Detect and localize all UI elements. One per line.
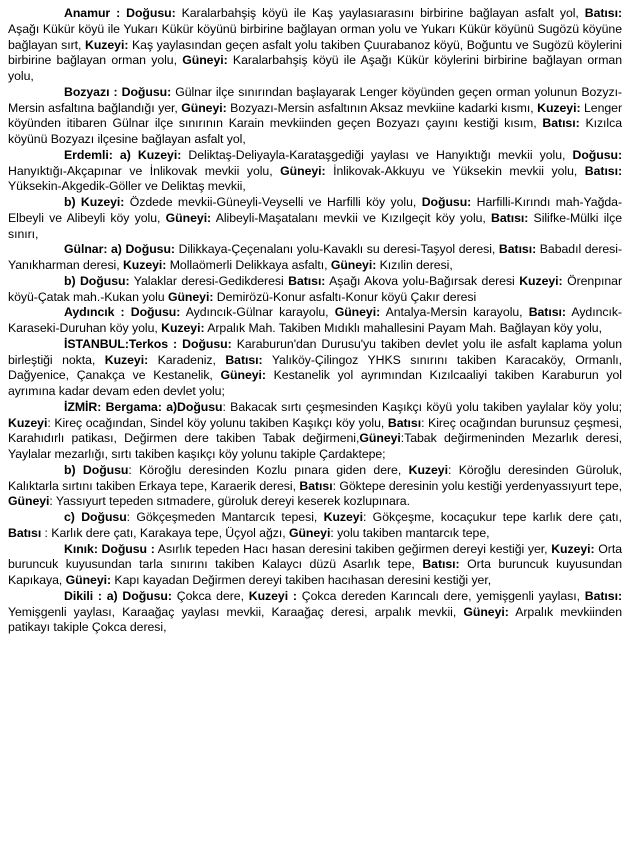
bold-label: Anamur : Doğusu: (64, 6, 176, 20)
bold-label: Batısı: (491, 210, 529, 225)
bold-label: Güneyi (288, 525, 331, 540)
bold-label: Güneyi: (334, 305, 381, 320)
text-run: Orta buruncuk kuyusundan Kapıkaya, (8, 557, 622, 587)
text-run: Antalya-Mersin karayolu, (380, 305, 529, 320)
text-run: : Köroğlu deresinden Kozlu pınara giden dere, (128, 462, 409, 477)
text-run: Aydıncık-Gülnar karayolu, (180, 305, 335, 320)
text-run: Bozyazı-Mersin asfaltının Aksaz mevkiine kadarki kısmı, (226, 100, 538, 115)
bold-label: Güneyi: (167, 289, 214, 304)
bold-label: Kuzeyi: (537, 100, 581, 115)
bold-label: Batısı: (225, 352, 263, 367)
bold-label: Kuzeyi: (551, 541, 595, 556)
text-run: Karalarbahşiş köyü ile Kaş yaylasıarasını birbirine bağlayan asfalt yol, (175, 6, 585, 20)
paragraph-erdemli-a (8, 148, 622, 195)
text-run: Aşağı Kükür köyü ile Yukarı Kükür köyünü birbirine bağlayan orman yolu ve Yukarı Kükür köyünü Sugözü köyüne bağlayan sırt, (8, 21, 622, 52)
text-run: Orta buruncuk kuyusundan tarla sınırını takiben Kalaycı düzü Asarlık tepe, (8, 541, 623, 572)
text-run: Karadeniz, (148, 352, 226, 367)
text-run: : Gökçeşme, kocaçukur tepe karlık dere çatı, (362, 510, 622, 524)
text-run: Babadıl deresi-Yanıkharman deresi, (8, 242, 622, 272)
paragraph-izmir-bergama-a (8, 400, 622, 463)
text-run: Kızılca köyünü Bozyazı ilçesine bağlayan asfalt yol, (8, 116, 622, 146)
bold-label: Batısı: (584, 588, 622, 603)
text-run: Mollaömerli Delikkaya asfaltı, (166, 258, 331, 272)
text-run: : Gökçeşmeden Mantarcık tepesi, (126, 510, 324, 524)
bold-label: Güneyi: (182, 53, 228, 68)
text-run: : Karlık dere çatı, Karakaya tepe, Üçyol ağzı, (41, 525, 289, 540)
bold-label: Aydıncık : Doğusu: (64, 305, 181, 320)
bold-label: Güneyi: (330, 258, 377, 272)
bold-label: Batısı: (584, 163, 623, 178)
text-run: : Göktepe deresinin yolu kestiği yerdenyassıyurt tepe, (332, 478, 623, 493)
bold-label: Batısı: (542, 116, 580, 131)
bold-label: Kuzeyi (8, 415, 48, 430)
text-run: Yemişgenli yaylası, Karaağaç yaylası mevkii, Karaağaç deresi, arpalık mevkii, (8, 604, 464, 619)
text-run: Yalıköy-Çilingoz YHKS sınırını takiben Karacaköy, Ormanlı, Dağyenice, Çanakça ve Kestanelik, (8, 352, 622, 383)
text-run: Demirözü-Konur asfaltı-Konur köyü Çakır deresi (213, 289, 477, 304)
bold-label: b) Doğusu: (64, 273, 130, 288)
paragraph-anamur (8, 6, 622, 85)
bold-label: Kuzeyi (323, 510, 363, 524)
text-run: : Yassıyurt tepeden sıtmadere, güroluk dereyi keserek kozlupınara. (49, 494, 410, 509)
text-run: : Kireç ocağından, Sindel köy yolunu takiben Kaşıkçı köy yolu, (47, 415, 388, 430)
text-run: : Köroğlu deresinden Güroluk, Kalıktarla sırtını takiben Erkaya tepe, Karaerik deresi, (8, 462, 622, 493)
text-run: Karalarbahşiş köyü ile Aşağı Kükür köylerini birbirine bağlayan orman yolu, (8, 53, 622, 83)
bold-label: Doğusu: (572, 147, 622, 162)
bold-label: Kuzeyi (408, 462, 448, 477)
text-run: Yalaklar deresi-Gedikderesi (129, 273, 289, 288)
bold-label: Güneyi (8, 494, 50, 509)
text-run: Asırlık tepeden Hacı hasan deresini takiben geğirmen dereyi kestiği yer, (154, 541, 552, 556)
bold-label: Kuzeyi : (248, 588, 302, 603)
paragraph-dikili-a (8, 589, 622, 636)
bold-label: b) Doğusu (64, 462, 129, 477)
bold-label: Kuzeyi: (122, 258, 167, 272)
paragraph-aydincik (8, 305, 622, 337)
bold-label: Batısı: (422, 557, 460, 572)
text-run: Aydıncık-Karaseki-Duruhan köy yolu, (8, 305, 622, 335)
paragraph-izmir-bergama-c (8, 510, 622, 542)
paragraph-izmir-bergama-b (8, 463, 622, 510)
text-run: Karaburun'dan Durusu'yu takiben devlet yolu ile asfalt kaplama yolun birleştiği nokta, (8, 336, 622, 367)
text-run: Arpalık mevkiinden patikayı takiple Çokca deresi, (8, 604, 622, 635)
text-run: Lenger köyünden itibaren Gülnar ilçe sınırının Karain mevkiinden geçen Bozyazı çayını kestiği kısım, (8, 100, 622, 131)
text-run: : yolu takiben mantarcık tepe, (330, 525, 490, 540)
bold-label: c) Doğusu (64, 510, 127, 524)
bold-label: Batısı: (528, 305, 566, 320)
paragraph-erdemli-b (8, 195, 622, 242)
bold-label: b) Kuzeyi: (64, 195, 125, 209)
text-run: Dilikkaya-Çeçenalanı yolu-Kavaklı su deresi-Taşyol deresi, (174, 242, 499, 257)
bold-label: Batısı (8, 525, 42, 540)
text-run: Kestanelik yol ayrımından Kızılcaaliyi takiben Karaburun yol ayrımına kadar devam eden devlet yolu; (8, 368, 622, 398)
bold-label: Güneyi: (220, 368, 266, 383)
bold-label: Erdemli: a) Kuzeyi: (64, 147, 182, 162)
text-run: Arpalık Mah. Takiben Mıdıklı mahallesini Payam Mah. Bağlayan köy yolu, (204, 321, 602, 335)
bold-label: İSTANBUL:Terkos : Doğusu: (64, 336, 232, 351)
paragraph-istanbul-terkos (8, 337, 622, 400)
text-run: Harfilli-Kırındı mah-Yağda-Elbeyli ve Alibeyli köy yolu, (8, 195, 622, 225)
bold-label: Kuzeyi: (104, 352, 149, 367)
bold-label: Kınık: Doğusu : (64, 541, 155, 556)
text-run: Yüksekin-Akgedik-Göller ve Deliktaş mevkii, (8, 179, 246, 194)
text-run: Hanyıktığı-Akçapınar ve İnlikovak mevkii yolu, (8, 163, 281, 178)
bold-label: Güneyi: (463, 604, 509, 619)
bold-label: Güneyi: (165, 210, 212, 225)
paragraph-gulnar-a (8, 242, 622, 274)
bold-label: Kuzeyi: (519, 273, 563, 288)
text-run: Aşağı Akova yolu-Bağırsak deresi (325, 273, 520, 288)
text-run: : Bakacak sırtı çeşmesinden Kaşıkçı köyü yolu takiben yaylalar köy yolu; (222, 399, 622, 414)
text-run: Silifke-Mülki ilçe sınırı, (8, 210, 622, 241)
text-run: Deliktaş-Deliyayla-Karataşgediği yaylası ve Hanyıktığı mevkii yolu, (181, 147, 573, 162)
bold-label: Batısı: (498, 242, 537, 257)
paragraph-bozyazi (8, 85, 622, 148)
text-run: Kapı kayadan Değirmen dereyi takiben hacıhasan deresini kestiği yer, (111, 573, 492, 587)
bold-label: Batısı: (288, 273, 326, 288)
bold-label: Gülnar: a) Doğusu: (64, 242, 175, 257)
text-run: : Kireç ocağından burunsuz çeşmesi, Karahıdırlı patikası, Değirmen dere takiben Tabak değirmeni, (8, 415, 622, 446)
paragraph-gulnar-b (8, 274, 622, 306)
bold-label: Güneyi: (280, 163, 326, 178)
bold-label: Güneyi (359, 431, 401, 446)
paragraph-kinik (8, 542, 622, 589)
text-run: İnlikovak-Akkuyu ve Yüksekin mevkii yolu, (325, 163, 585, 178)
bold-label: Dikili : a) Doğusu: (64, 588, 172, 603)
bold-label: Güneyi: (181, 100, 227, 115)
text-run: Örenpınar köyü-Çatak mah.-Kukan yolu (8, 273, 622, 304)
text-run: Çokca dereden Karıncalı dere, yemişgenli yaylası, (301, 588, 585, 603)
bold-label: Batısı (387, 415, 422, 430)
bold-label: Batısı (299, 478, 333, 493)
text-run: Özdede mevkii-Güneyli-Veyselli ve Harfilli köy yolu, (124, 195, 422, 209)
bold-label: Kuzeyi: (85, 37, 129, 52)
bold-label: Bozyazı : Doğusu: (64, 84, 172, 99)
bold-label: Batısı: (584, 6, 622, 20)
bold-label: Kuzeyi: (161, 321, 205, 335)
text-run: Kaş yaylasından geçen asfalt yolu takiben Çuurabanoz köyü, Boğuntu ve Sugözü köylerini birbirine bağlayan orman yolu, (8, 37, 622, 68)
bold-label: Doğusu: (421, 195, 472, 209)
text-run: Kızılin deresi, (376, 258, 453, 272)
bold-label: İZMİR: Bergama: a)Doğusu (64, 399, 223, 414)
text-run: :Tabak değirmeninden Mezarlık deresi, Yaylalar mezarlığı, sırtı takiben kaşıkçı köy yolunu takiple Çardaktepe; (8, 431, 622, 461)
text-run: Gülnar ilçe sınırından başlayarak Lenger köyünden geçen orman yolunun Bozyzı-Mersin asfaltına bağlandığı yer, (8, 84, 622, 115)
text-run: Alibeyli-Maşatalanı mevkii ve Kızılgeçit köy yolu, (211, 210, 492, 225)
text-run: Çokca dere, (171, 588, 249, 603)
bold-label: Güneyi: (65, 573, 112, 587)
